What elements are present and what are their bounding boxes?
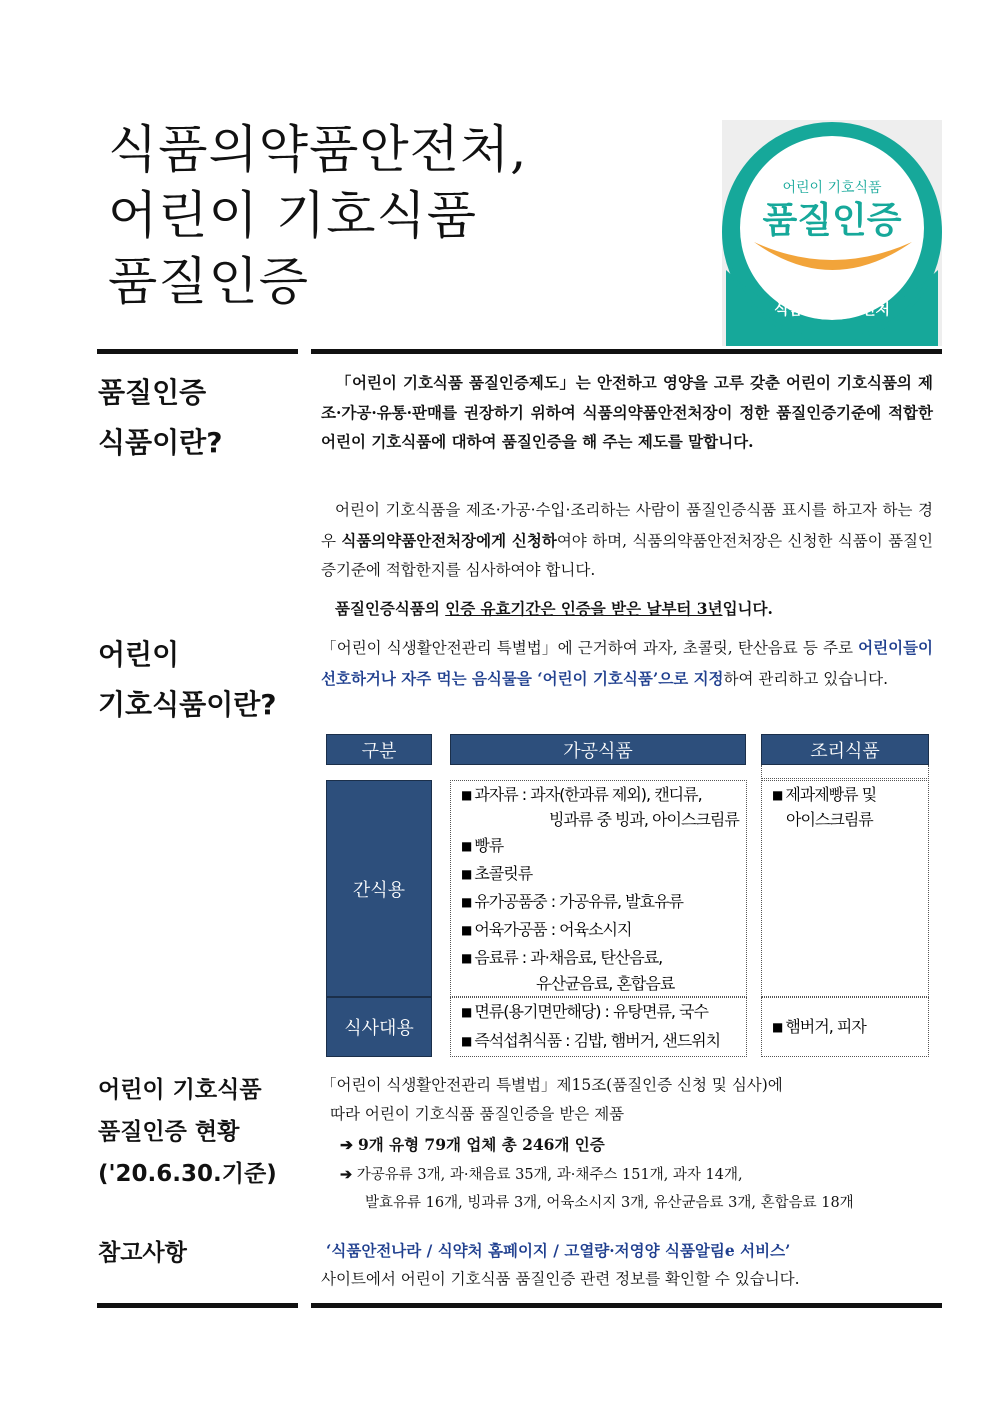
title-line-3: 품질인증 [108,253,310,312]
section2-heading [98,630,277,730]
list-item: 빙과류 중 빙과, 아이스크림류 [549,810,739,829]
section4-heading: 참고사항 [98,1240,187,1266]
section3-heading-line3: ('20.6.30.기준) [98,1161,277,1187]
status-line-1: 「어린이 식생활안전관리 특별법」제15조(품질인증 신청 및 심사)에 [321,1076,783,1094]
definition2-text-c: 하여 관리하고 있습니다. [723,669,889,688]
section1-heading-line1: 품질인증 [98,376,207,409]
arrow-icon: ➔ [340,1135,353,1154]
row-label-snack: 간식용 [326,780,432,997]
validity-text-b: 인증 유효기간은 인증을 받은 날부터 3년 [445,599,723,618]
validity-text-c: 입니다. [722,599,773,618]
section1-heading-line2: 식품이란? [98,426,223,459]
top-rule-right [311,349,942,354]
application-text-b: 식품의약품안전처장에게 신청하 [341,530,557,550]
bottom-rule-left [97,1303,298,1308]
section3-heading [98,1069,277,1195]
status-line-2: 따라 어린이 기호식품 품질인증을 받은 제품 [330,1105,625,1123]
status-arrow-2-cont: 발효유류 16개, 빙과류 3개, 어육소시지 3개, 유산균음료 3개, 혼합음료 18개 [365,1195,854,1211]
quality-certification-logo [722,120,942,346]
list-item: ■ 유가공품중 : 가공유류, 발효유류 [461,892,684,911]
table-header-processed: 가공식품 [450,734,746,765]
table-header-cooked: 조리식품 [761,734,929,765]
processed-snack-cell [450,780,747,997]
validity-text-a: 품질인증식품의 [335,599,446,618]
cooked-snack-cell [761,780,929,997]
title-line-1: 식품의약품안전처, [108,121,528,180]
section1-heading [98,368,222,468]
top-rule-left [97,349,298,354]
logo-main-text: 품질인증 [762,200,902,241]
list-item: ■ 햄버거, 피자 [772,1017,866,1036]
logo-top-text: 어린이 기호식품 [782,180,882,196]
list-item: ■ 과자류 : 과자(한과류 제외), 캔디류, [461,785,702,804]
page-title [108,118,708,316]
status-arrow-2-text: 가공유류 3개, 과·채음료 35개, 과·채주스 151개, 과자 14개, [356,1167,743,1183]
section3-heading-line2: 품질인증 현황 [98,1119,240,1145]
row-label-meal: 식사대용 [326,997,432,1057]
bottom-rule-right [311,1303,942,1308]
application-text-a: 어린이 기호식품을 제조·가공·수입·조리하는 사람이 품질인증식품 표시를 하고자 하는 경우 [321,501,933,550]
title-line-2: 어린이 기호식품 [108,187,478,246]
list-item: 유산균음료, 혼합음료 [536,974,675,993]
validity-paragraph [321,594,933,624]
definition2-text-a: 「어린이 식생활안전관리 특별법」에 근거하여 과자, 초콜릿, 탄산음료 등 주로 [321,639,859,657]
section2-heading-line1: 어린이 [98,638,180,671]
arrow-icon: ➔ [340,1166,353,1183]
section2-heading-line2: 기호식품이란? [98,688,277,721]
list-item: ■ 즉석섭취식품 : 김밥, 햄버거, 샌드위치 [461,1031,721,1050]
definition-paragraph [321,633,933,694]
list-item: ■ 빵류 [461,836,504,855]
status-arrow-1-text: 9개 유형 79개 업체 총 246개 인증 [357,1135,605,1154]
section3-heading-line1: 어린이 기호식품 [98,1077,262,1103]
definition-text: 「어린이 기호식품 품질인증제도」는 안전하고 영양을 고루 갖춘 어린이 기호식품의 제조·가공·유통·판매를 권장하기 위하여 식품의약품안전처장이 정한 품질인증기준에 적합한 어린이 기호식품에 대하여 품질인증을 해 주는 제도를 말합니다. [321,373,933,451]
status-arrow-1 [340,1130,605,1160]
status-arrow-2 [340,1160,743,1190]
list-item: ■ 면류(용기면만해당) : 유탕면류, 국수 [461,1002,708,1021]
table-header-spacer [761,765,929,779]
list-item: ■ 초콜릿류 [461,864,533,883]
list-item: ■ 제과제빵류 및 [772,785,877,804]
application-paragraph [321,496,933,586]
list-item: ■ 어육가공품 : 어육소시지 [461,920,632,939]
application-text-c: 여야 하며, 식품의약품안전처장은 신청한 식품이 품질인증기준에 적합한지를 심사하여야 합니다. [321,531,933,579]
certification-definition [321,368,933,457]
reference-sites: ‘식품안전나라 / 식약처 홈페이지 / 고열량·저영양 식품알림e 서비스’ [326,1241,791,1260]
definition2-text-b: 어린이들이 선호하거나 자주 먹는 음식물을 ‘어린이 기호식품’으로 지정 [321,638,933,688]
cooked-meal-cell [761,997,929,1057]
list-item: ■ 음료류 : 과·채음료, 탄산음료, [461,948,663,967]
list-item: 아이스크림류 [786,810,873,829]
processed-meal-cell [450,997,747,1057]
reference-note: 사이트에서 어린이 기호식품 품질인증 관련 정보를 확인할 수 있습니다. [321,1270,800,1288]
logo-bottom-text: 식품의약품안전처 [774,300,890,318]
table-header-category: 구분 [326,734,432,765]
